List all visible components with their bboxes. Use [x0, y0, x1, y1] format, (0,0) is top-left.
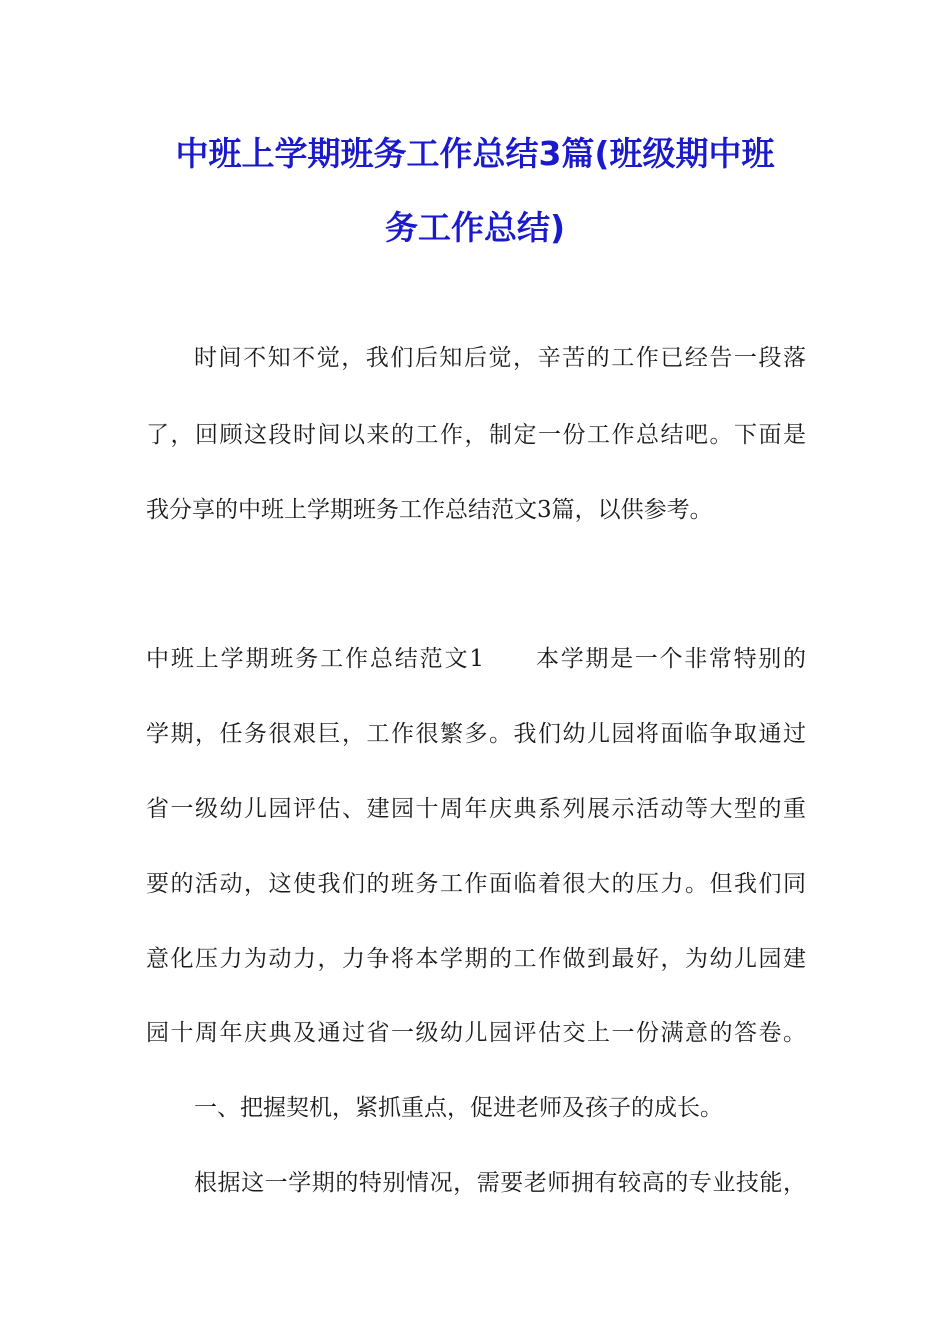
body-paragraph-line-4: 意化压力为动力，力争将本学期的工作做到最好，为幼儿园建 — [146, 946, 806, 972]
intro-paragraph-line-1: 时间不知不觉，我们后知后觉，辛苦的工作已经告一段落 — [194, 345, 806, 371]
document-title-line-2: 务工作总结) — [384, 208, 566, 247]
section-lead-text: 本学期是一个非常特别的 — [536, 646, 806, 672]
section-heading: 中班上学期班务工作总结范文1 — [146, 646, 484, 672]
body-paragraph-line-2: 省一级幼儿园评估、建园十周年庆典系列展示活动等大型的重 — [146, 796, 806, 822]
body-paragraph-line-1: 学期，任务很艰巨，工作很繁多。我们幼儿园将面临争取通过 — [146, 721, 806, 747]
intro-paragraph-line-3: 我分享的中班上学期班务工作总结范文3篇，以供参考。 — [146, 497, 713, 523]
intro-paragraph-line-2: 了，回顾这段时间以来的工作，制定一份工作总结吧。下面是 — [146, 422, 806, 448]
body-paragraph-line-3: 要的活动，这使我们的班务工作面临着很大的压力。但我们同 — [146, 871, 806, 897]
document-title-line-1: 中班上学期班务工作总结3篇(班级期中班 — [175, 134, 775, 173]
point-one-heading: 一、把握契机，紧抓重点，促进老师及孩子的成长。 — [194, 1095, 723, 1121]
point-one-body-line-1: 根据这一学期的特别情况，需要老师拥有较高的专业技能， — [194, 1170, 806, 1196]
body-paragraph-line-5: 园十周年庆典及通过省一级幼儿园评估交上一份满意的答卷。 — [146, 1020, 806, 1046]
